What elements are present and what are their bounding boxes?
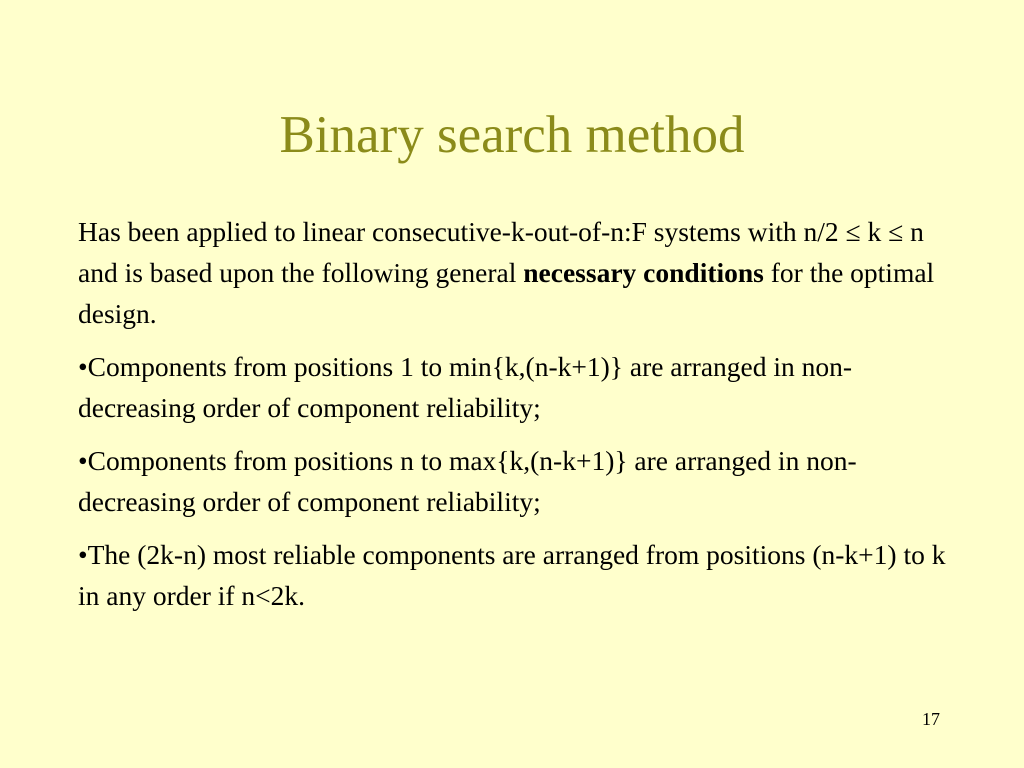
bullet-item: •Components from positions 1 to min{k,(n-k+1)} are arranged in non-decreasing order of component reliability; [78,351,853,423]
bullet-item: •The (2k-n) most reliable components are arranged from positions (n-k+1) to k in any order if n<2k. [78,539,946,611]
slide-body [78,211,958,628]
intro-text-end: for the optimal design. [78,257,935,329]
bullet-item: •Components from positions n to max{k,(n-k+1)} are arranged in non-decreasing order of component reliability; [78,445,857,517]
intro-text-start: Has been applied to linear consecutive-k-out-of-n:F systems with n/2 ≤ k ≤ n and is based upon the following general [78,216,924,288]
slide-title: Binary search method [279,106,745,164]
intro-paragraph [78,211,958,334]
intro-bold-term: necessary conditions [523,257,764,288]
slide-number: 17 [922,709,940,729]
